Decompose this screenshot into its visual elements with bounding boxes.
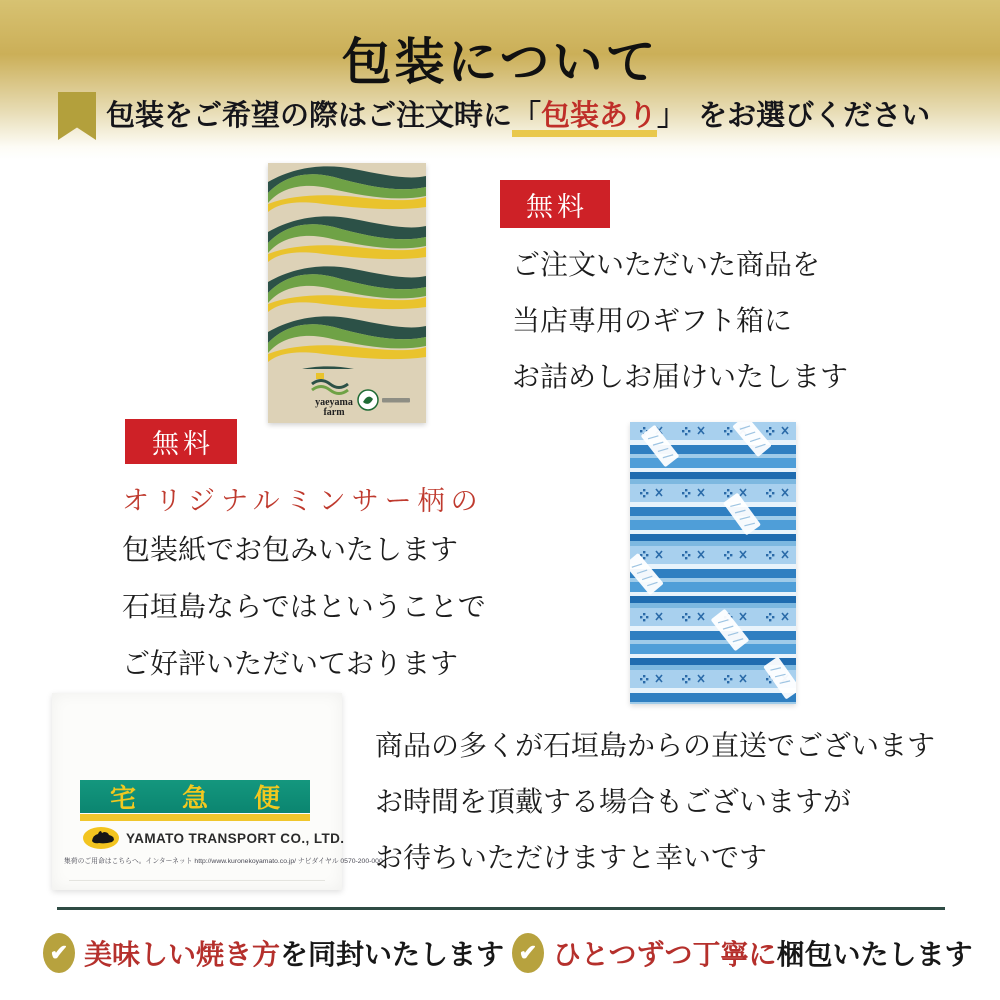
- giftbox-line-2: 当店専用のギフト箱に: [512, 306, 793, 337]
- subtitle-bracket-close: 」: [657, 100, 687, 132]
- giftbox-line-1: ご注文いただいた商品を: [512, 250, 821, 281]
- wrapping-paper-image: [630, 422, 796, 704]
- subtitle: [106, 92, 930, 140]
- shipping-line-2: お時間を頂戴する場合もございますが: [375, 787, 852, 818]
- yamato-logo-row: [82, 826, 344, 850]
- subtitle-prefix: 包装をご希望の際はご注文時に: [106, 100, 513, 132]
- check-icon: ✔: [512, 933, 544, 973]
- free-badge-wrapping: 無料: [125, 419, 237, 464]
- wrapping-highlight-line: オリジナルミンサー柄の: [122, 486, 484, 516]
- check-icon: ✔: [43, 933, 75, 973]
- takkyubin-band: [80, 780, 326, 813]
- wrapping-line-1: 包装紙でお包みいたします: [122, 535, 459, 566]
- gift-box-image: [268, 163, 426, 423]
- footer-item-rest: 梱包いたします: [776, 940, 973, 971]
- yamato-company-name: YAMATO TRANSPORT CO., LTD.: [126, 830, 345, 846]
- wrapping-line-3: ご好評いただいております: [122, 649, 459, 680]
- footer-item-rest: を同封いたします: [280, 940, 505, 971]
- subtitle-bracket-open: 「: [512, 100, 542, 132]
- kuroneko-cat-logo-icon: [82, 826, 120, 850]
- yamato-small-print: 集荷のご用命はこちらへ。インターネット http://www.kuronekoyamato.co.jp/ ナビダイヤル 0570-200-000: [64, 858, 383, 865]
- footer-item-careful-packing: [512, 933, 972, 973]
- giftbox-line-3: お詰めしお届けいたします: [512, 362, 849, 393]
- free-badge-giftbox: 無料: [500, 180, 610, 228]
- bookmark-ribbon-icon: [58, 92, 96, 140]
- footer-item-highlight: ひとつずつ丁寧に: [553, 940, 777, 971]
- minsa-pattern-graphic: [630, 422, 796, 704]
- shipping-line-1: 商品の多くが石垣島からの直送でございます: [375, 731, 936, 762]
- subtitle-highlight: 包装あり: [541, 100, 658, 132]
- subtitle-row: [58, 92, 930, 140]
- box-brand-line2: farm: [323, 407, 345, 418]
- subtitle-suffix: をお選びください: [698, 100, 931, 132]
- page-title: 包装について: [341, 34, 659, 90]
- shipping-line-3: お待ちいただけますと幸いです: [375, 843, 768, 874]
- wrapping-line-2: 石垣島ならではということで: [122, 592, 486, 623]
- takkyubin-label: 宅急便: [109, 783, 326, 813]
- section-divider: [57, 907, 945, 910]
- yellow-stripe: [80, 814, 310, 821]
- footer-item-text: [84, 933, 504, 973]
- subtitle-underlined: [512, 100, 657, 137]
- header-banner: [0, 0, 1000, 160]
- box-brand-line1: yaeyama: [315, 397, 353, 408]
- bag-fold-line: [69, 880, 324, 881]
- wave-pattern-graphic: [268, 163, 426, 423]
- footer-item-text: [553, 933, 972, 973]
- yamato-bag-image: [52, 693, 383, 890]
- footer-item-baking-guide: [43, 933, 504, 973]
- footer-item-highlight: 美味しい焼き方: [84, 940, 281, 971]
